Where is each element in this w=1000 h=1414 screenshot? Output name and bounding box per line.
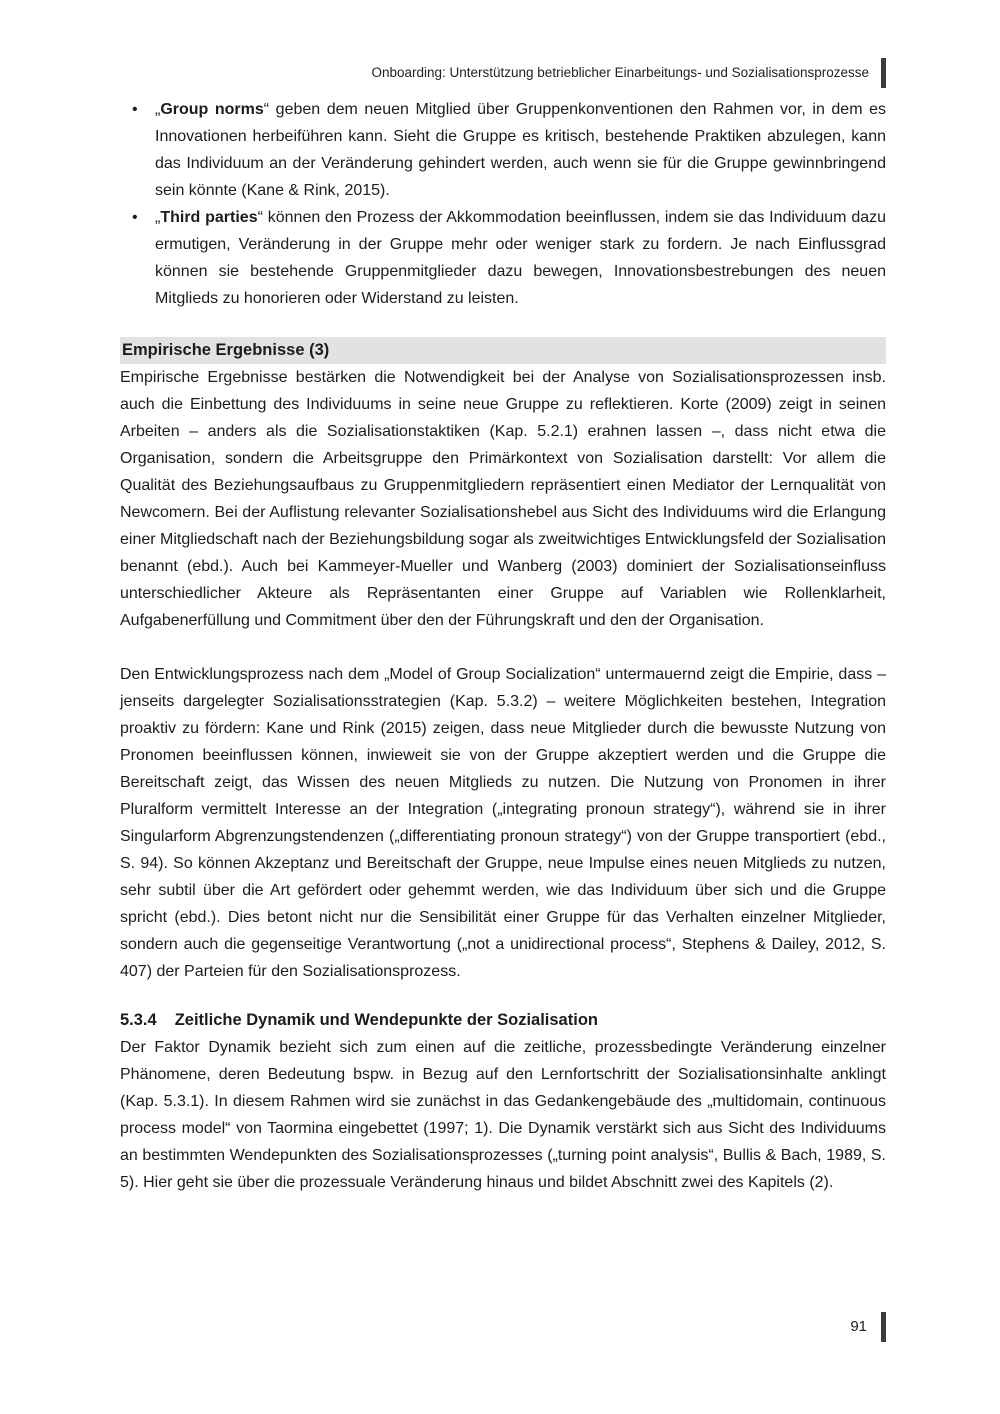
section-number: 5.3.4 — [120, 1011, 157, 1029]
header-rule — [881, 58, 886, 88]
bullet-icon: • — [132, 209, 138, 226]
list-item-text — [155, 209, 886, 307]
section-heading-5-3-4 — [120, 1007, 886, 1034]
paragraph: Den Entwicklungsprozess nach dem „Model of Group Socialization“ untermauernd zeigt die Empirie, dass – jenseits dargelegter Sozialisationsstrategien (Kap. 5.3.2) – weitere Möglichkeiten bestehen, Integration proaktiv zu fördern: Kane und Rink (2015) zeigen, dass neue Mitglieder durch die bewusste Nutzung von Pronomen beeinflussen können, inwieweit sie von der Gruppe akzeptiert werden und die Gruppe die Bereitschaft zeigt, das Wissen des neuen Mitglieds zu nutzen. Die Nutzung von Pronomen in ihrer Pluralform vermittelt Interesse an der Integration („integrating pronoun strategy“), während sie in ihrer Singularform Abgrenzungstendenzen („differentiating pronoun strategy“) von der Gruppe transportiert (ebd., S. 94). So können Akzeptanz und Bereitschaft der Gruppe, neue Impulse eines neuen Mitglieds zu nutzen, sehr subtil über die Art gefördert oder gehemmt werden, wie das Individuum über sich und die Gruppe spricht (ebd.). Dies betont nicht nur die Sensibilität einer Gruppe für das Verhalten einzelner Mitglieder, sondern auch die gegenseitige Verantwortung („not a unidirectional process“, Stephens & Dailey, 2012, S. 407) der Parteien für den Sozialisationsprozess. — [120, 666, 886, 980]
quote-open: „ — [155, 101, 161, 118]
page-content — [120, 96, 886, 1196]
list-item-text — [155, 101, 886, 199]
list-item-body: “ geben dem neuen Mitglied über Gruppenkonventionen den Rahmen vor, in dem es Innovationen herbeiführen kann. Sieht die Gruppe es kritisch, bestehende Praktiken abzulegen, kann das Individuum an der Veränderung gehindert werden, auch wenn sie für die Gruppe gewinnbringend sein könnte (Kane & Rink, 2015). — [155, 101, 886, 199]
quote-open: „ — [155, 209, 161, 226]
footer-rule — [881, 1312, 886, 1342]
list-item-keyword: Third parties — [160, 209, 258, 226]
paragraph: Der Faktor Dynamik bezieht sich zum einen auf die zeitliche, prozessbedingte Veränderung einzelner Phänomene, deren Bedeutung bspw. in Bezug auf den Lernfortschritt der Sozialisationsinhalte anklingt (Kap. 5.3.1). In diesem Rahmen wird sie zunächst in das Gedankengebäude des „multidomain, continuous process model“ von Taormina eingebettet (1997; 1). Die Dynamik verstärkt sich aus Sicht des Individuums an bestimmten Wendepunkten des Sozialisationsprozesses („turning point analysis“, Bullis & Bach, 1989, S. 5). Hier geht sie über die prozessuale Veränderung hinaus und bildet Abschnitt zwei des Kapitels (2). — [120, 1039, 886, 1191]
section-heading-empirische-ergebnisse: Empirische Ergebnisse (3) — [120, 337, 886, 364]
paragraph: Empirische Ergebnisse bestärken die Notwendigkeit bei der Analyse von Sozialisationsprozessen insb. auch die Einbettung des Individuums in seine neue Gruppe zu reflektieren. Korte (2009) zeigt in seinen Arbeiten – anders als die Sozialisationstaktiken (Kap. 5.2.1) erahnen lassen –, dass nicht etwa die Organisation, sondern die Arbeitsgruppe den Primärkontext von Sozialisation darstellt: Vor allem die Qualität des Beziehungsaufbaus zu Gruppenmitgliedern repräsentiert einen Mediator der Lernqualität von Newcomern. Bei der Auflistung relevanter Sozialisationshebel aus Sicht des Individuums wird die Erlangung einer Mitgliedschaft nach der Beziehungsbildung sogar als zweitwichtiges Entwicklungsfeld der Sozialisation benannt (ebd.). Auch bei Kammeyer-Mueller und Wanberg (2003) dominiert der Sozialisationseinfluss unterschiedlicher Akteure als Repräsentanten einer Gruppe auf Variablen wie Rollenklarheit, Aufgabenerfüllung und Commitment über den der Führungskraft und den der Organisation. — [120, 369, 886, 629]
bullet-list — [120, 96, 886, 312]
list-item-third-parties — [120, 204, 886, 312]
section-title: Zeitliche Dynamik und Wendepunkte der Sozialisation — [174, 1011, 598, 1029]
bullet-icon: • — [132, 101, 138, 118]
list-item-group-norms — [120, 96, 886, 204]
list-item-keyword: Group norms — [160, 101, 264, 118]
running-header — [120, 58, 886, 88]
page-footer — [120, 1312, 886, 1342]
running-head-text: Onboarding: Unterstützung betrieblicher Einarbeitungs- und Sozialisationsprozesse — [371, 65, 869, 80]
list-item-body: “ können den Prozess der Akkommodation beeinflussen, indem sie das Individuum dazu ermutigen, Veränderung in der Gruppe mehr oder weniger stark zu fordern. Je nach Einflussgrad können sie bestehende Gruppenmitglieder dazu bewegen, Innovationsbestrebungen des neuen Mitglieds zu honorieren oder Widerstand zu leisten. — [155, 209, 887, 307]
page-number: 91 — [850, 1318, 867, 1335]
